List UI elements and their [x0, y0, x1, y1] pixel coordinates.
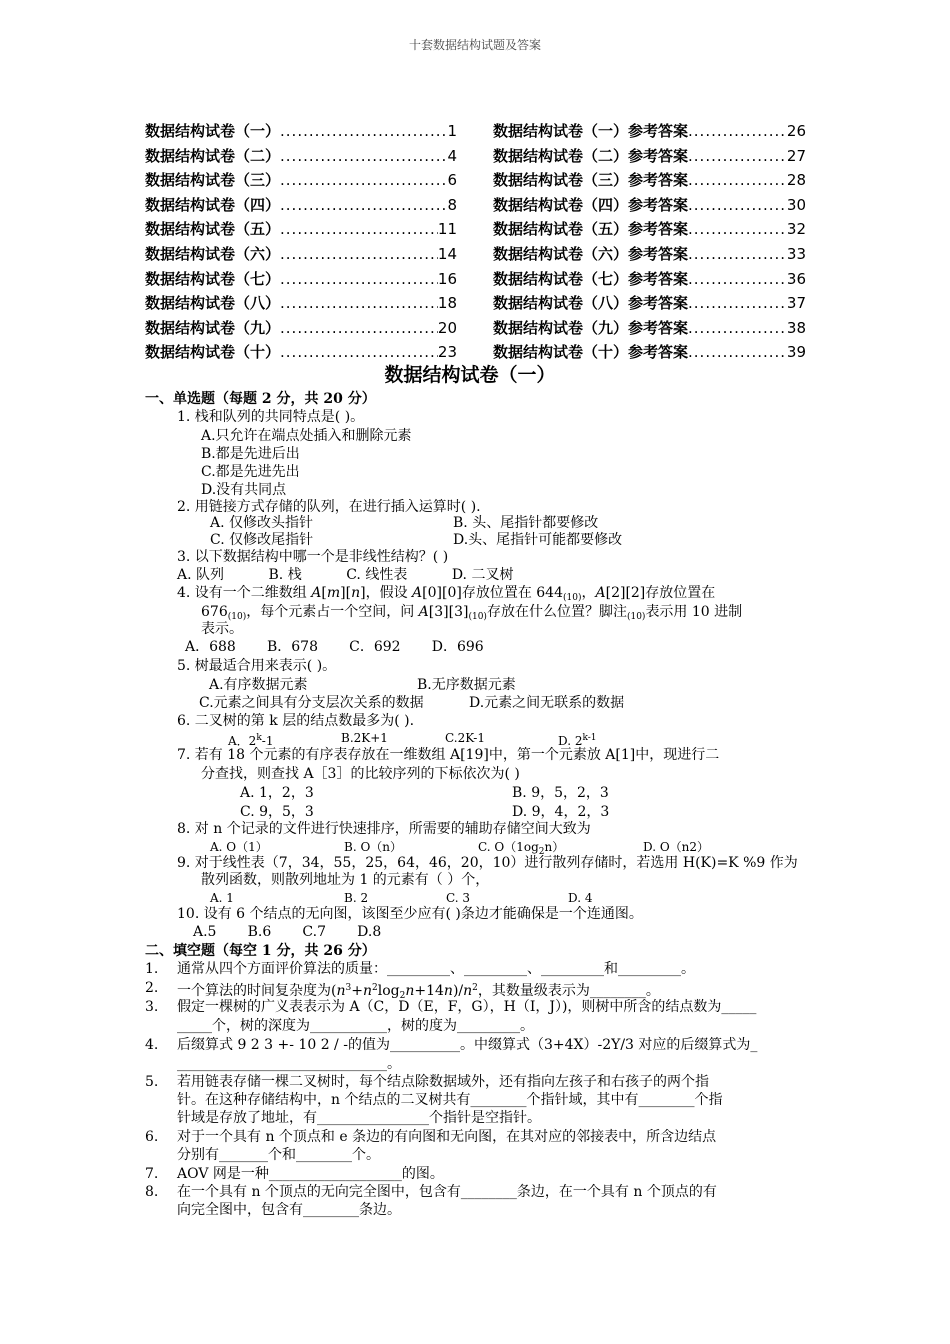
toc-entry[interactable]	[493, 267, 806, 292]
q4-text: 表示用 10 进制	[645, 604, 743, 620]
f2-superscript: 3	[345, 983, 352, 993]
q4-text: m	[326, 585, 341, 601]
toc-entry-label: 数据结构试卷（一）参考答案	[493, 122, 689, 140]
toc-entry-label: 数据结构试卷（二）参考答案	[493, 146, 689, 165]
toc-entry[interactable]	[493, 193, 806, 218]
toc-dot-leader	[688, 316, 787, 341]
q10-options: A.5 B.6 C.7 D.8	[193, 924, 382, 940]
q8-subscript: 2	[538, 847, 545, 857]
q7-option-c: C. 9，5，3	[240, 804, 314, 820]
q6-stem: 6. 二叉树的第 k 层的结点数最多为( ).	[177, 713, 415, 729]
q5-option-d: D.元素之间无联系的数据	[469, 695, 625, 711]
toc-entry[interactable]	[145, 168, 457, 193]
q4-subscript: (10)	[468, 612, 487, 622]
toc-entry[interactable]	[145, 316, 457, 341]
q7-option-a: A. 1，2，3	[240, 785, 314, 801]
q4-subscript: (10)	[626, 612, 646, 622]
toc-entry-label: 数据结构试卷（九）	[145, 318, 281, 337]
f2-part: +14	[414, 983, 444, 999]
q6-text: A．2	[228, 734, 257, 748]
toc-entry-label: 数据结构试卷（五）	[145, 220, 281, 239]
toc-dot-leader	[280, 267, 438, 292]
q5-option-a: A.有序数据元素	[209, 677, 308, 693]
toc-entry[interactable]	[493, 144, 806, 169]
q6-option-c: C.2K-1	[445, 731, 485, 745]
toc-entry-page: 30	[786, 195, 806, 214]
toc-dot-leader	[280, 217, 438, 242]
f6-line-1: 对于一个具有 n 个顶点和 e 条边的有向图和无向图，在其对应的邻接表中，所含边结点	[177, 1129, 717, 1145]
f6-number: 6.	[145, 1129, 159, 1145]
toc-entry[interactable]	[493, 242, 806, 267]
toc-dot-leader	[280, 291, 438, 316]
q4-line-3: 表示。	[201, 621, 243, 637]
q2-stem: 2. 用链接方式存储的队列，在进行插入运算时( ).	[177, 499, 481, 515]
q4-text: 4. 设有一个二维数组	[177, 585, 312, 601]
f4-line-2: ______________________________。	[177, 1056, 401, 1072]
q1-stem: 1. 栈和队列的共同特点是( )。	[177, 409, 365, 425]
q6-superscript: k	[256, 733, 262, 743]
q2-option-c: C. 仅修改尾指针	[210, 532, 314, 548]
toc-entry[interactable]	[493, 291, 806, 316]
f1-text: 通常从四个方面评价算法的质量：_________、_________、_________和_________。	[177, 961, 695, 977]
toc-entry-label: 数据结构试卷（十）参考答案	[493, 343, 689, 362]
section-heading-fill: 二、填空题（每空 1 分，共 26 分）	[145, 943, 376, 959]
toc-dot-leader	[688, 168, 787, 193]
toc-entry[interactable]	[493, 168, 806, 193]
page-header: 十套数据结构试题及答案	[408, 38, 541, 52]
q4-text: ，每个元素占一个空间，问	[246, 604, 419, 620]
toc-dot-leader	[280, 168, 447, 193]
q3-options: A. 队列 B. 栈 C. 线性表 D. 二叉树	[177, 567, 514, 583]
toc-entry-label: 数据结构试卷（七）	[145, 269, 281, 288]
toc-dot-leader	[688, 144, 787, 169]
toc-entry-page: 28	[786, 171, 806, 190]
f2-part: 一个算法的时间复杂度为(	[177, 983, 337, 999]
q4-text: ][	[340, 585, 352, 601]
toc-entry-page: 36	[786, 269, 806, 288]
toc-entry-page: 32	[786, 220, 806, 239]
q8-option-b: B. O（n）	[344, 840, 403, 854]
toc-entry[interactable]	[145, 217, 457, 242]
q4-line-2	[201, 603, 742, 626]
f8-number: 8.	[145, 1184, 159, 1200]
f3-line-1: 假定一棵树的广义表表示为 A（C，D（E，F，G），H（I，J）)，则树中所含的结点数为_____	[177, 999, 757, 1015]
q4-text: A	[595, 585, 606, 601]
q2-option-b: B. 头、尾指针都要修改	[453, 515, 599, 531]
q4-subscript: (10)	[227, 612, 247, 622]
toc-dot-leader	[688, 217, 787, 242]
toc-dot-leader	[280, 340, 438, 365]
f2-part: log	[377, 983, 400, 999]
q5-stem: 5. 树最适合用来表示( )。	[177, 658, 337, 674]
f5-line-3: 针域是存放了地址，有________________个指针是空指针。	[177, 1110, 541, 1126]
toc-entry[interactable]	[145, 119, 457, 144]
q9-option-c: C. 3	[446, 891, 471, 905]
q4-text: [2][2]存放位置在	[605, 585, 716, 601]
q8-stem: 8. 对 n 个记录的文件进行快速排序，所需要的辅助存储空间大致为	[177, 821, 591, 837]
q8-text: n）	[544, 840, 565, 854]
toc-entry-page: 1	[447, 122, 457, 140]
q4-text: ，	[581, 585, 596, 601]
q8-text: C. O（1og	[478, 840, 539, 854]
q9-option-d: D. 4	[568, 891, 593, 905]
f2-var: n	[463, 983, 473, 999]
toc-entry[interactable]	[145, 144, 457, 169]
q1-option-c: C.都是先进先出	[201, 464, 300, 480]
q4-subscript: (10)	[563, 593, 582, 603]
f6-line-2: 分别有_______个和________个。	[177, 1147, 380, 1163]
q1-option-b: B.都是先进后出	[201, 446, 300, 462]
toc-entry[interactable]	[145, 340, 457, 365]
toc-entry[interactable]	[493, 340, 806, 365]
f2-number: 2.	[145, 980, 159, 996]
toc-entry[interactable]	[145, 242, 457, 267]
q7-option-b: B. 9，5，2，3	[512, 785, 609, 801]
q6-text: D. 2	[558, 734, 583, 748]
f2-part: +	[351, 983, 363, 999]
f5-number: 5.	[145, 1074, 159, 1090]
toc-entry-page: 4	[447, 146, 457, 165]
q6-superscript: k-1	[582, 733, 597, 743]
toc-entry-page: 26	[786, 122, 806, 140]
q10-stem: 10. 设有 6 个结点的无向图，该图至少应有( )条边才能确保是一个连通图。	[177, 906, 643, 922]
toc-dot-leader	[688, 119, 787, 144]
toc-dot-leader	[280, 119, 447, 144]
toc-entry-label: 数据结构试卷（六）参考答案	[493, 244, 689, 263]
q8-option-a: A. O（1）	[210, 840, 268, 854]
toc-entry-page: 14	[437, 244, 457, 263]
exam-title: 数据结构试卷（一）	[384, 364, 556, 386]
toc-entry-label: 数据结构试卷（七）参考答案	[493, 269, 689, 288]
f5-line-1: 若用链表存储一棵二叉树时，每个结点除数据域外，还有指向左孩子和右孩子的两个指	[177, 1074, 709, 1090]
q9-line-1: 9. 对于线性表（7，34，55，25，64，46，20，10）进行散列存储时，若选用 H(K)=K %9 作为	[177, 855, 798, 871]
toc-entry-label: 数据结构试卷（九）参考答案	[493, 318, 689, 337]
toc-entry-page: 38	[786, 318, 806, 337]
toc-entry-label: 数据结构试卷（八）参考答案	[493, 294, 689, 313]
toc-entry-label: 数据结构试卷（六）	[145, 244, 281, 263]
q6-option-b: B.2K+1	[341, 731, 388, 745]
q4-text: 676	[201, 604, 228, 620]
toc-entry[interactable]	[145, 291, 457, 316]
f2-var: n	[336, 983, 346, 999]
toc-entry-label: 数据结构试卷（十）	[145, 343, 281, 362]
toc-dot-leader	[280, 242, 438, 267]
toc-entry-label: 数据结构试卷（三）参考答案	[493, 171, 689, 190]
toc-dot-leader	[280, 144, 447, 169]
q4-text: 存放在什么位置？脚注	[486, 604, 627, 620]
toc-entry-page: 23	[437, 343, 457, 362]
toc-dot-leader	[688, 242, 787, 267]
toc-left-column	[145, 119, 457, 365]
f2-subscript: 2	[399, 991, 406, 1001]
f5-line-2: 针。在这种存储结构中，n 个结点的二叉树共有________个指针域，其中有________个指	[177, 1092, 723, 1108]
q3-stem: 3. 以下数据结构中哪一个是非线性结构？( )	[177, 549, 449, 565]
f2-superscript: 2	[472, 983, 478, 993]
toc-entry-page: 39	[786, 343, 806, 362]
f2-var: n	[362, 983, 372, 999]
q4-options: A．688 B．678 C．692 D．696	[185, 639, 484, 655]
toc-entry-page: 18	[437, 294, 457, 313]
q5-option-b: B.无序数据元素	[417, 677, 516, 693]
f8-line-2: 向完全图中，包含有________条边。	[177, 1202, 401, 1218]
q7-option-d: D. 9，4，2，3	[512, 804, 610, 820]
q1-option-d: D.没有共同点	[201, 482, 287, 498]
f2-part: ，其数量级表示为________。	[477, 983, 660, 999]
toc-dot-leader	[688, 267, 787, 292]
q4-text: n	[351, 585, 361, 601]
toc-entry-label: 数据结构试卷（一）	[145, 122, 281, 140]
q9-line-2: 散列函数，则散列地址为 1 的元素有（ ）个，	[201, 872, 490, 888]
q5-option-c: C.元素之间具有分支层次关系的数据	[199, 695, 424, 711]
f3-line-2: _____个，树的深度为___________，树的度为_________。	[177, 1018, 534, 1034]
toc-entry-page: 16	[437, 269, 457, 288]
q2-option-d: D.头、尾指针可能都要修改	[453, 532, 623, 548]
q4-text: [0][0]存放位置在 644	[422, 585, 563, 601]
toc-entry[interactable]	[493, 316, 806, 341]
q6-text: -1	[261, 734, 274, 748]
f2-part: )/	[452, 983, 464, 999]
q7-line-2: 分查找，则查找 A［3］的比较序列的下标依次为( )	[201, 766, 520, 782]
toc-entry[interactable]	[145, 193, 457, 218]
toc-dot-leader	[280, 316, 438, 341]
toc-entry-page: 27	[786, 146, 806, 165]
f3-number: 3.	[145, 999, 159, 1015]
f2-var: n	[443, 983, 453, 999]
toc-entry-label: 数据结构试卷（五）参考答案	[493, 220, 689, 239]
q4-text: A	[311, 585, 322, 601]
q7-line-1: 7. 若有 18 个元素的有序表存放在一维数组 A[19]中，第一个元素放 A[1]中，现进行二	[177, 747, 720, 763]
toc-dot-leader	[280, 193, 447, 218]
f4-number: 4.	[145, 1037, 159, 1053]
toc-entry-page: 33	[786, 244, 806, 263]
f7-number: 7.	[145, 1166, 159, 1182]
toc-entry-label: 数据结构试卷（二）	[145, 146, 281, 165]
f1-number: 1.	[145, 961, 159, 977]
toc-entry-page: 37	[786, 294, 806, 313]
q9-option-b: B. 2	[344, 891, 369, 905]
toc-entry[interactable]	[145, 267, 457, 292]
q2-option-a: A. 仅修改头指针	[210, 515, 314, 531]
toc-entry-page: 20	[437, 318, 457, 337]
toc-entry-page: 11	[437, 220, 457, 239]
toc-entry-label: 数据结构试卷（三）	[145, 171, 281, 190]
toc-right-column	[493, 119, 806, 365]
toc-entry-label: 数据结构试卷（八）	[145, 294, 281, 313]
q4-text: A	[412, 585, 423, 601]
q8-option-d: D. O（n2）	[643, 840, 710, 854]
toc-entry-label: 数据结构试卷（四）参考答案	[493, 195, 689, 214]
q4-text: [	[321, 585, 327, 601]
f2-superscript: 2	[372, 983, 378, 993]
q4-text: A	[418, 604, 429, 620]
section-heading-choice: 一、单选题（每题 2 分，共 20 分）	[145, 391, 376, 407]
f2-var: n	[405, 983, 415, 999]
q1-option-a: A.只允许在端点处插入和删除元素	[201, 428, 412, 444]
toc-entry-label: 数据结构试卷（四）	[145, 195, 281, 214]
q9-option-a: A. 1	[210, 891, 234, 905]
toc-entry[interactable]	[493, 119, 806, 144]
toc-entry[interactable]	[493, 217, 806, 242]
toc-entry-page: 6	[447, 171, 457, 190]
f4-line-1: 后缀算式 9 2 3 +- 10 2 / -的值为__________。中缀算式（3+4X）-2Y/3 对应的后缀算式为_	[177, 1037, 758, 1053]
toc-entry-page: 8	[447, 195, 457, 214]
toc-dot-leader	[688, 291, 787, 316]
toc-dot-leader	[688, 193, 787, 218]
f7-text: AOV 网是一种___________________的图。	[177, 1166, 444, 1182]
f8-line-1: 在一个具有 n 个顶点的无向完全图中，包含有________条边，在一个具有 n 个顶点的有	[177, 1184, 717, 1200]
q4-text: ]，假设	[360, 585, 413, 601]
toc-dot-leader	[688, 340, 787, 365]
q4-text: [3][3]	[428, 604, 469, 620]
